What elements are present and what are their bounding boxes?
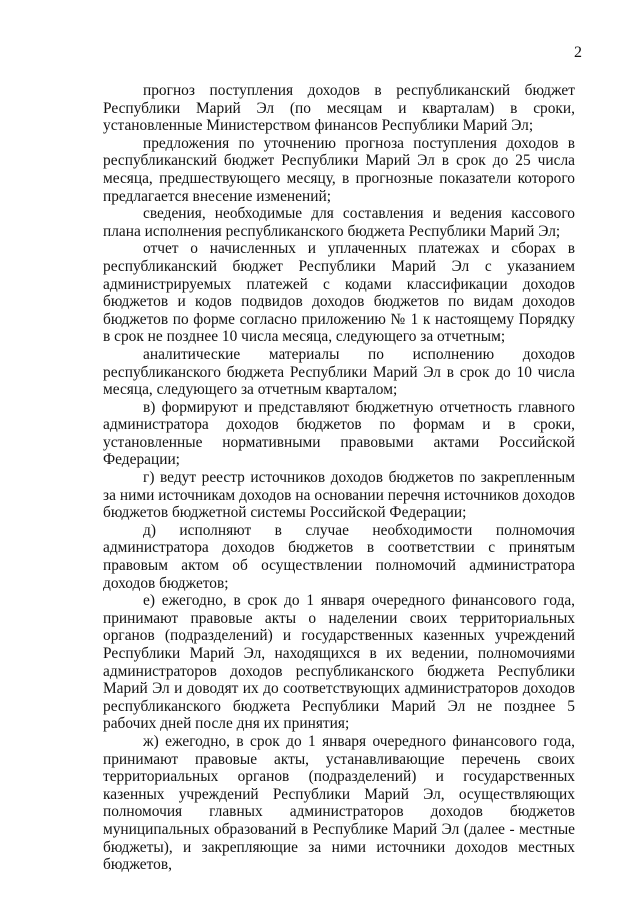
paragraph-item-v: в) формируют и представляют бюджетную отчетность главного администратора доходов бюджетов по формам и в сроки, установленные нормативными правовыми актами Российской Федерации; — [103, 398, 575, 469]
page-number: 2 — [574, 44, 582, 61]
paragraph-revenue-forecast: прогноз поступления доходов в республиканский бюджет Республики Марий Эл (по месяцам и кварталам) в сроки, установленные Министерством финансов Республики Марий Эл; — [103, 82, 575, 135]
paragraph-item-d: д) исполняют в случае необходимости полномочия администратора доходов бюджетов в соответствии с принятым правовым актом об осуществлении полномочий администратора доходов бюджетов; — [103, 521, 575, 592]
paragraph-item-e: е) ежегодно, в срок до 1 января очередного финансового года, принимают правовые акты о наделении своих территориальных органов (подразделений) и государственных казенных учреждений Республики Марий Эл, находящихся в их ведении, полномочиями администраторов доходов республиканского бюджета Республики Марий Эл и доводят их до соответствующих администраторов доходов республиканского бюджета Республики Марий Эл не позднее 5 рабочих дней после дня их принятия; — [103, 592, 575, 733]
paragraph-payments-report: отчет о начисленных и уплаченных платежах и сборах в республиканский бюджет Республики Марий Эл с указанием администрируемых платежей с кодами классификации доходов бюджетов и кодов подвидов доходов бюджетов по видам доходов бюджетов по форме согласно приложению № 1 к настоящему Порядку в срок не позднее 10 числа месяца, следующего за отчетным; — [103, 240, 575, 346]
paragraph-analytical-materials: аналитические материалы по исполнению доходов республиканского бюджета Республики Марий Эл в срок до 10 числа месяца, следующего за отчетным кварталом; — [103, 345, 575, 399]
paragraph-cash-plan-info: сведения, необходимые для составления и ведения кассового плана исполнения республиканского бюджета Республики Марий Эл; — [103, 205, 575, 240]
paragraph-item-zh: ж) ежегодно, в срок до 1 января очередного финансового года, принимают правовые акты, устанавливающие перечень своих территориальных органов (подразделений) и государственных казенных учреждений Республики Марий Эл, осуществляющих полномочия главных администраторов доходов бюджетов муниципальных образований в Республике Марий Эл (далее - местные бюджеты), и закрепляющие за ними источники доходов местных бюджетов, — [103, 732, 575, 874]
document-body — [103, 82, 575, 874]
paragraph-forecast-proposals: предложения по уточнению прогноза поступления доходов в республиканский бюджет Республики Марий Эл в срок до 25 числа месяца, предшествующего месяцу, в прогнозные показатели которого предлагается внесение изменений; — [103, 134, 575, 205]
paragraph-item-g: г) ведут реестр источников доходов бюджетов по закрепленным за ними источникам доходов на основании перечня источников доходов бюджетов бюджетной системы Российской Федерации; — [103, 469, 575, 522]
